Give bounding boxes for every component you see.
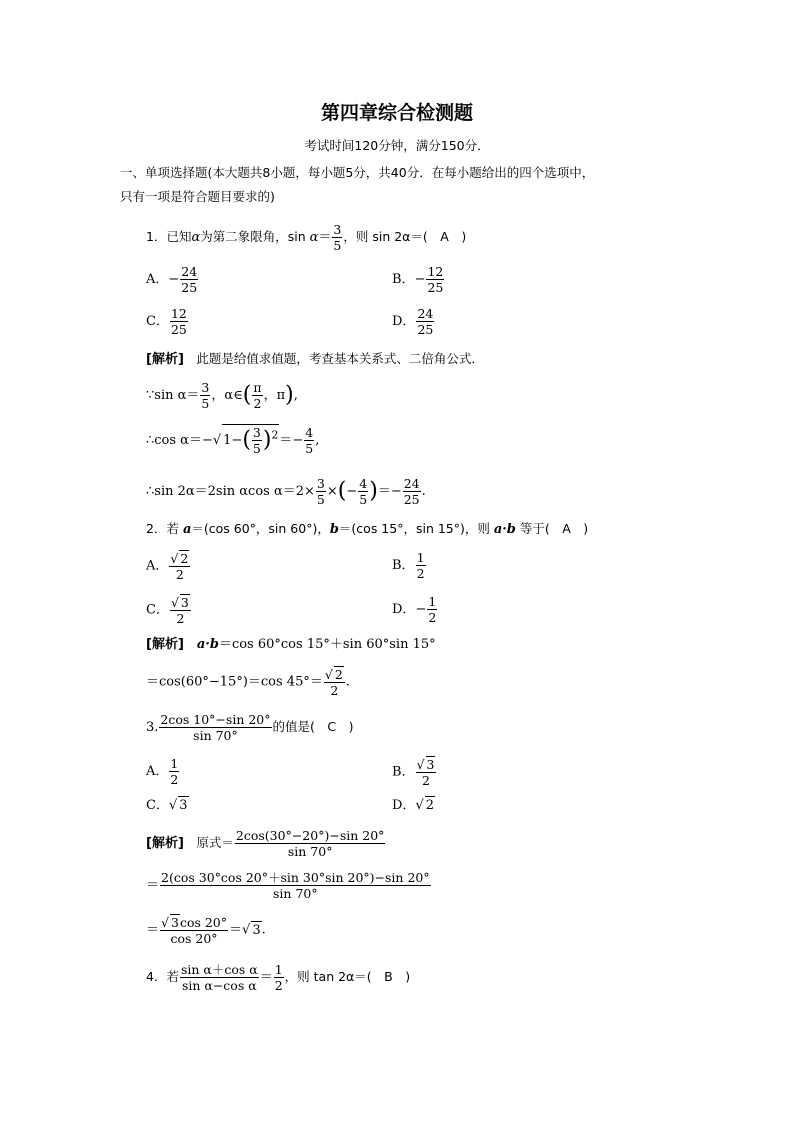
q3-analysis-step2: ＝ $\frac{2(\cos 30^\circ\cos 20^\circ+\sin 30^\circ\sin 20^\circ)-\sin 20^\circ}{\sin 70^\circ}$: [146, 870, 430, 901]
section-intro-line2: 只有一项是符合题目要求的): [120, 189, 275, 204]
q2-option-a[interactable]: A． $\frac{√ 2}{2}$: [146, 551, 189, 582]
q2-option-d[interactable]: D．− $\frac{1}{2}$: [392, 594, 437, 625]
page-title: 第四章综合检测题: [320, 102, 473, 124]
q3-option-d[interactable]: D．√ 2: [392, 798, 435, 813]
q1-option-c[interactable]: C． $\frac{12}{25}$: [146, 306, 187, 337]
q1-stem: 1．已知α为第二象限角，sin α＝ $\frac{3}{5}$ ，则 sin 2α＝( A ): [146, 222, 467, 253]
q4-stem: 4．若 $\frac{\text{sin α＋cos α}}{\text{sin α−cos α}}$ ＝ $\frac{1}{2}$ ，则 tan 2α＝( B ): [146, 962, 411, 993]
q1-option-a[interactable]: A．− $\frac{24}{25}$: [146, 264, 198, 295]
q3-option-b[interactable]: B． $\frac{√ 3}{2}$: [392, 757, 435, 788]
q3-analysis-step3: ＝ $\frac{√ 3\cos 20^\circ}{\cos 20^\circ}$ ＝√ 3.: [146, 915, 266, 946]
q3-stem: 3. $\frac{2\cos 10^\circ-\sin 20^\circ}{\sin 70^\circ}$ 的值是( C ): [146, 712, 354, 743]
q1-analysis-step2: ∴cos α＝−√ 1−( $\frac{3}{5}$ )$^2$＝− $\frac{4}{5}$ ,: [146, 425, 320, 456]
q1-option-b[interactable]: B．− $\frac{12}{25}$: [392, 264, 444, 295]
q1-option-d[interactable]: D． $\frac{24}{25}$: [392, 306, 434, 337]
q2-analysis: [解析] a·b＝cos 60°cos 15°＋sin 60°sin 15°: [146, 637, 436, 652]
q1-analysis-step3: ∴sin 2α＝2sin αcos α＝2× $\frac{3}{5}$ ×(− $\frac{4}{5}$ )＝− $\frac{24}{25}$ .: [146, 476, 426, 507]
section-intro-line1: 一、单项选择题(本大题共8小题，每小题5分，共40分．在每小题给出的四个选项中，: [120, 165, 595, 180]
q3-analysis: [解析] 原式＝ $\frac{2\cos(30^\circ-20^\circ)-\sin 20^\circ}{\sin 70^\circ}$: [146, 828, 385, 859]
q3-option-a[interactable]: A． $\frac{1}{2}$: [146, 756, 179, 787]
exam-info: 考试时间120分钟，满分150分．: [304, 138, 490, 153]
q2-stem: 2．若 a＝(cos 60°，sin 60°)，b＝(cos 15°，sin 15°)，则 a·b 等于( A ): [146, 521, 589, 537]
q1-analysis-step1: ∵sin α＝ $\frac{3}{5}$ ，α∈( $\frac{\pi}{2}$ ，π),: [146, 380, 298, 411]
q2-option-b[interactable]: B． $\frac{1}{2}$: [392, 550, 425, 581]
q3-option-c[interactable]: C．√ 3: [146, 798, 188, 813]
q1-analysis: [解析] 此题是给值求值题，考查基本关系式、二倍角公式．: [146, 351, 484, 367]
q2-analysis-step2: ＝cos(60°−15°)＝cos 45°＝ $\frac{√ 2}{2}$ .: [146, 667, 350, 698]
q2-option-c[interactable]: C． $\frac{√ 3}{2}$: [146, 595, 189, 626]
